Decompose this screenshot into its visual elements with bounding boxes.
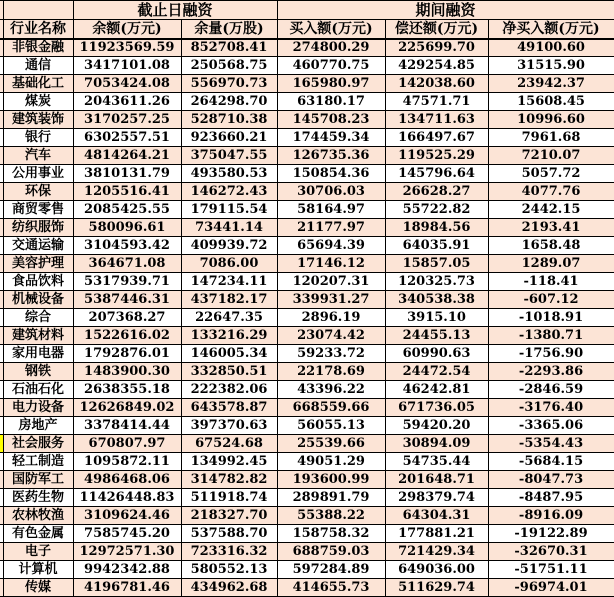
value-cell: 274800.29	[277, 39, 385, 57]
value-cell: 59233.72	[277, 345, 385, 363]
industry-name-cell: 食品饮料	[3, 273, 73, 291]
value-cell: 556970.73	[181, 75, 277, 93]
value-cell: 218327.70	[181, 507, 277, 525]
column-header-buy-amount: 买入额(万元)	[277, 20, 385, 39]
column-header-repay-amount: 偿还额(万元)	[385, 20, 488, 39]
table-row	[0, 417, 614, 435]
value-cell: 434962.68	[181, 579, 277, 597]
value-cell: 3170257.25	[73, 111, 181, 129]
table-row	[0, 525, 614, 543]
value-cell: 1658.48	[488, 237, 614, 255]
table-row	[0, 255, 614, 273]
industry-name-cell: 交通运输	[3, 237, 73, 255]
value-cell: 24455.13	[385, 327, 488, 345]
value-cell: 55722.82	[385, 201, 488, 219]
value-cell: 193600.99	[277, 471, 385, 489]
value-cell: 2638355.18	[73, 381, 181, 399]
value-cell: 64304.31	[385, 507, 488, 525]
value-cell: 201648.71	[385, 471, 488, 489]
value-cell: -32670.31	[488, 543, 614, 561]
value-cell: 332850.51	[181, 363, 277, 381]
table-row	[0, 489, 614, 507]
group-header-period-financing: 期间融资	[277, 1, 614, 20]
table-row	[0, 327, 614, 345]
value-cell: -5684.15	[488, 453, 614, 471]
value-cell: 21177.97	[277, 219, 385, 237]
value-cell: 643578.87	[181, 399, 277, 417]
group-header-cutoff-financing: 截止日融资	[73, 1, 277, 20]
value-cell: 5057.72	[488, 165, 614, 183]
industry-name-cell: 社会服务	[3, 435, 73, 453]
industry-name-cell: 汽车	[3, 147, 73, 165]
industry-name-cell: 银行	[3, 129, 73, 147]
value-cell: 723316.32	[181, 543, 277, 561]
value-cell: 688759.03	[277, 543, 385, 561]
value-cell: 2085425.55	[73, 201, 181, 219]
value-cell: -3365.06	[488, 417, 614, 435]
table-row	[0, 57, 614, 75]
value-cell: 1483900.30	[73, 363, 181, 381]
value-cell: 120207.31	[277, 273, 385, 291]
value-cell: 437182.17	[181, 291, 277, 309]
value-cell: 145708.23	[277, 111, 385, 129]
column-header-volume: 余量(万股)	[181, 20, 277, 39]
value-cell: 24472.54	[385, 363, 488, 381]
value-cell: -1756.90	[488, 345, 614, 363]
value-cell: 73441.14	[181, 219, 277, 237]
value-cell: 580096.61	[73, 219, 181, 237]
value-cell: 222382.06	[181, 381, 277, 399]
value-cell: 537588.70	[181, 525, 277, 543]
value-cell: 146005.34	[181, 345, 277, 363]
value-cell: 721429.34	[385, 543, 488, 561]
table-row	[0, 453, 614, 471]
value-cell: 56055.13	[277, 417, 385, 435]
value-cell: 1792876.01	[73, 345, 181, 363]
value-cell: 923660.21	[181, 129, 277, 147]
industry-name-cell: 电力设备	[3, 399, 73, 417]
value-cell: 60990.63	[385, 345, 488, 363]
value-cell: 289891.79	[277, 489, 385, 507]
value-cell: -1380.71	[488, 327, 614, 345]
value-cell: -1018.91	[488, 309, 614, 327]
table-row	[0, 543, 614, 561]
value-cell: 7961.68	[488, 129, 614, 147]
value-cell: 6302557.51	[73, 129, 181, 147]
value-cell: 31515.90	[488, 57, 614, 75]
industry-name-cell: 综合	[3, 309, 73, 327]
value-cell: 23942.37	[488, 75, 614, 93]
value-cell: 165980.97	[277, 75, 385, 93]
value-cell: 3109624.46	[73, 507, 181, 525]
value-cell: 2043611.26	[73, 93, 181, 111]
value-cell: 120325.73	[385, 273, 488, 291]
value-cell: 126735.36	[277, 147, 385, 165]
value-cell: 397370.63	[181, 417, 277, 435]
value-cell: 852708.41	[181, 39, 277, 57]
value-cell: 2193.41	[488, 219, 614, 237]
value-cell: 134992.45	[181, 453, 277, 471]
column-header-row	[0, 20, 614, 39]
table-row	[0, 39, 614, 57]
value-cell: 26628.27	[385, 183, 488, 201]
value-cell: 46242.81	[385, 381, 488, 399]
value-cell: 11426448.83	[73, 489, 181, 507]
table-row	[0, 363, 614, 381]
value-cell: 4077.76	[488, 183, 614, 201]
value-cell: 177881.21	[385, 525, 488, 543]
industry-name-cell: 轻工制造	[3, 453, 73, 471]
value-cell: 1095872.11	[73, 453, 181, 471]
value-cell: 23074.42	[277, 327, 385, 345]
value-cell: 17146.12	[277, 255, 385, 273]
table-row	[0, 219, 614, 237]
value-cell: 12626849.02	[73, 399, 181, 417]
value-cell: 174459.34	[277, 129, 385, 147]
table-row	[0, 381, 614, 399]
value-cell: 22647.35	[181, 309, 277, 327]
industry-name-cell: 医药生物	[3, 489, 73, 507]
table-row	[0, 561, 614, 579]
value-cell: 49051.29	[277, 453, 385, 471]
value-cell: 3417101.08	[73, 57, 181, 75]
value-cell: 22178.69	[277, 363, 385, 381]
value-cell: 5317939.71	[73, 273, 181, 291]
value-cell: 314782.82	[181, 471, 277, 489]
industry-name-cell: 公用事业	[3, 165, 73, 183]
industry-name-cell: 农林牧渔	[3, 507, 73, 525]
value-cell: 339931.27	[277, 291, 385, 309]
industry-name-cell: 传媒	[3, 579, 73, 597]
value-cell: 4814264.21	[73, 147, 181, 165]
table-row	[0, 165, 614, 183]
value-cell: 147234.11	[181, 273, 277, 291]
value-cell: 25539.66	[277, 435, 385, 453]
value-cell: 43396.22	[277, 381, 385, 399]
value-cell: 4986468.06	[73, 471, 181, 489]
value-cell: 59420.20	[385, 417, 488, 435]
value-cell: 670807.97	[73, 435, 181, 453]
value-cell: 63180.17	[277, 93, 385, 111]
value-cell: 7086.00	[181, 255, 277, 273]
value-cell: 3378414.44	[73, 417, 181, 435]
table-row	[0, 579, 614, 597]
industry-name-cell: 石油石化	[3, 381, 73, 399]
value-cell: 493580.53	[181, 165, 277, 183]
value-cell: 2896.19	[277, 309, 385, 327]
industry-name-cell: 煤炭	[3, 93, 73, 111]
value-cell: 158758.32	[277, 525, 385, 543]
industry-name-cell: 建筑装饰	[3, 111, 73, 129]
industry-name-cell: 家用电器	[3, 345, 73, 363]
column-header-net-buy-amount: 净买入额(万元)	[488, 20, 614, 39]
table-row	[0, 111, 614, 129]
value-cell: -8487.95	[488, 489, 614, 507]
industry-name-cell: 纺织服饰	[3, 219, 73, 237]
value-cell: 340538.38	[385, 291, 488, 309]
value-cell: 580552.13	[181, 561, 277, 579]
table-row	[0, 237, 614, 255]
value-cell: 142038.60	[385, 75, 488, 93]
value-cell: 119525.29	[385, 147, 488, 165]
value-cell: 145796.64	[385, 165, 488, 183]
value-cell: 3915.10	[385, 309, 488, 327]
value-cell: -8047.73	[488, 471, 614, 489]
industry-name-cell: 机械设备	[3, 291, 73, 309]
value-cell: 30706.03	[277, 183, 385, 201]
value-cell: 166497.67	[385, 129, 488, 147]
value-cell: 511629.74	[385, 579, 488, 597]
value-cell: 3810131.79	[73, 165, 181, 183]
value-cell: 47571.71	[385, 93, 488, 111]
value-cell: 64035.91	[385, 237, 488, 255]
value-cell: 3104593.42	[73, 237, 181, 255]
industry-name-cell: 房地产	[3, 417, 73, 435]
industry-name-cell: 商贸零售	[3, 201, 73, 219]
value-cell: -607.12	[488, 291, 614, 309]
table-row	[0, 93, 614, 111]
value-cell: 65694.39	[277, 237, 385, 255]
value-cell: -8916.09	[488, 507, 614, 525]
value-cell: 58164.97	[277, 201, 385, 219]
value-cell: 11923569.59	[73, 39, 181, 57]
table-row	[0, 399, 614, 417]
value-cell: 414655.73	[277, 579, 385, 597]
value-cell: 298379.74	[385, 489, 488, 507]
value-cell: 49100.60	[488, 39, 614, 57]
industry-name-cell: 美容护理	[3, 255, 73, 273]
group-header-row	[0, 1, 614, 20]
value-cell: 5387446.31	[73, 291, 181, 309]
value-cell: 1289.07	[488, 255, 614, 273]
table-row	[0, 345, 614, 363]
table-row	[0, 507, 614, 525]
value-cell: 9942342.88	[73, 561, 181, 579]
table-row	[0, 309, 614, 327]
value-cell: 2442.15	[488, 201, 614, 219]
value-cell: 7585745.20	[73, 525, 181, 543]
value-cell: 668559.66	[277, 399, 385, 417]
value-cell: 1205516.41	[73, 183, 181, 201]
industry-name-cell: 钢铁	[3, 363, 73, 381]
column-header-balance: 余额(万元)	[73, 20, 181, 39]
industry-name-cell: 建筑材料	[3, 327, 73, 345]
value-cell: 67524.68	[181, 435, 277, 453]
value-cell: -19122.89	[488, 525, 614, 543]
industry-name-cell: 非银金融	[3, 39, 73, 57]
table-row	[0, 273, 614, 291]
value-cell: 134711.63	[385, 111, 488, 129]
table-row	[0, 183, 614, 201]
value-cell: 7053424.08	[73, 75, 181, 93]
value-cell: 511918.74	[181, 489, 277, 507]
value-cell: -3176.40	[488, 399, 614, 417]
table-row	[0, 129, 614, 147]
value-cell: -2293.86	[488, 363, 614, 381]
table-row	[0, 471, 614, 489]
column-header-industry: 行业名称	[3, 20, 73, 39]
value-cell: 12972571.30	[73, 543, 181, 561]
table-row	[0, 147, 614, 165]
value-cell: 671736.05	[385, 399, 488, 417]
table-row	[0, 435, 614, 453]
value-cell: 179115.54	[181, 201, 277, 219]
value-cell: 409939.72	[181, 237, 277, 255]
industry-name-cell: 国防军工	[3, 471, 73, 489]
value-cell: -2846.59	[488, 381, 614, 399]
value-cell: 264298.70	[181, 93, 277, 111]
industry-name-cell: 计算机	[3, 561, 73, 579]
value-cell: 460770.75	[277, 57, 385, 75]
industry-name-cell: 环保	[3, 183, 73, 201]
value-cell: 225699.70	[385, 39, 488, 57]
industry-name-cell: 通信	[3, 57, 73, 75]
table-row	[0, 75, 614, 93]
value-cell: 1522616.02	[73, 327, 181, 345]
value-cell: 30894.09	[385, 435, 488, 453]
value-cell: 10996.60	[488, 111, 614, 129]
table-row	[0, 201, 614, 219]
value-cell: 55388.22	[277, 507, 385, 525]
industry-name-cell: 有色金属	[3, 525, 73, 543]
value-cell: -96974.01	[488, 579, 614, 597]
value-cell: 207368.27	[73, 309, 181, 327]
value-cell: -51751.11	[488, 561, 614, 579]
value-cell: 54735.44	[385, 453, 488, 471]
value-cell: 15857.05	[385, 255, 488, 273]
value-cell: 528710.38	[181, 111, 277, 129]
value-cell: 7210.07	[488, 147, 614, 165]
value-cell: 133216.29	[181, 327, 277, 345]
value-cell: 375047.55	[181, 147, 277, 165]
value-cell: -118.41	[488, 273, 614, 291]
value-cell: 429254.85	[385, 57, 488, 75]
table-row	[0, 291, 614, 309]
value-cell: 250568.75	[181, 57, 277, 75]
value-cell: 364671.08	[73, 255, 181, 273]
table-body	[0, 39, 614, 597]
value-cell: 150854.36	[277, 165, 385, 183]
value-cell: 146272.43	[181, 183, 277, 201]
industry-name-cell: 电子	[3, 543, 73, 561]
value-cell: 18984.56	[385, 219, 488, 237]
industry-name-cell: 基础化工	[3, 75, 73, 93]
value-cell: 15608.45	[488, 93, 614, 111]
value-cell: 4196781.46	[73, 579, 181, 597]
corner-cell	[3, 1, 73, 20]
value-cell: 649036.00	[385, 561, 488, 579]
value-cell: -5354.43	[488, 435, 614, 453]
table-header	[0, 1, 614, 39]
value-cell: 597284.89	[277, 561, 385, 579]
